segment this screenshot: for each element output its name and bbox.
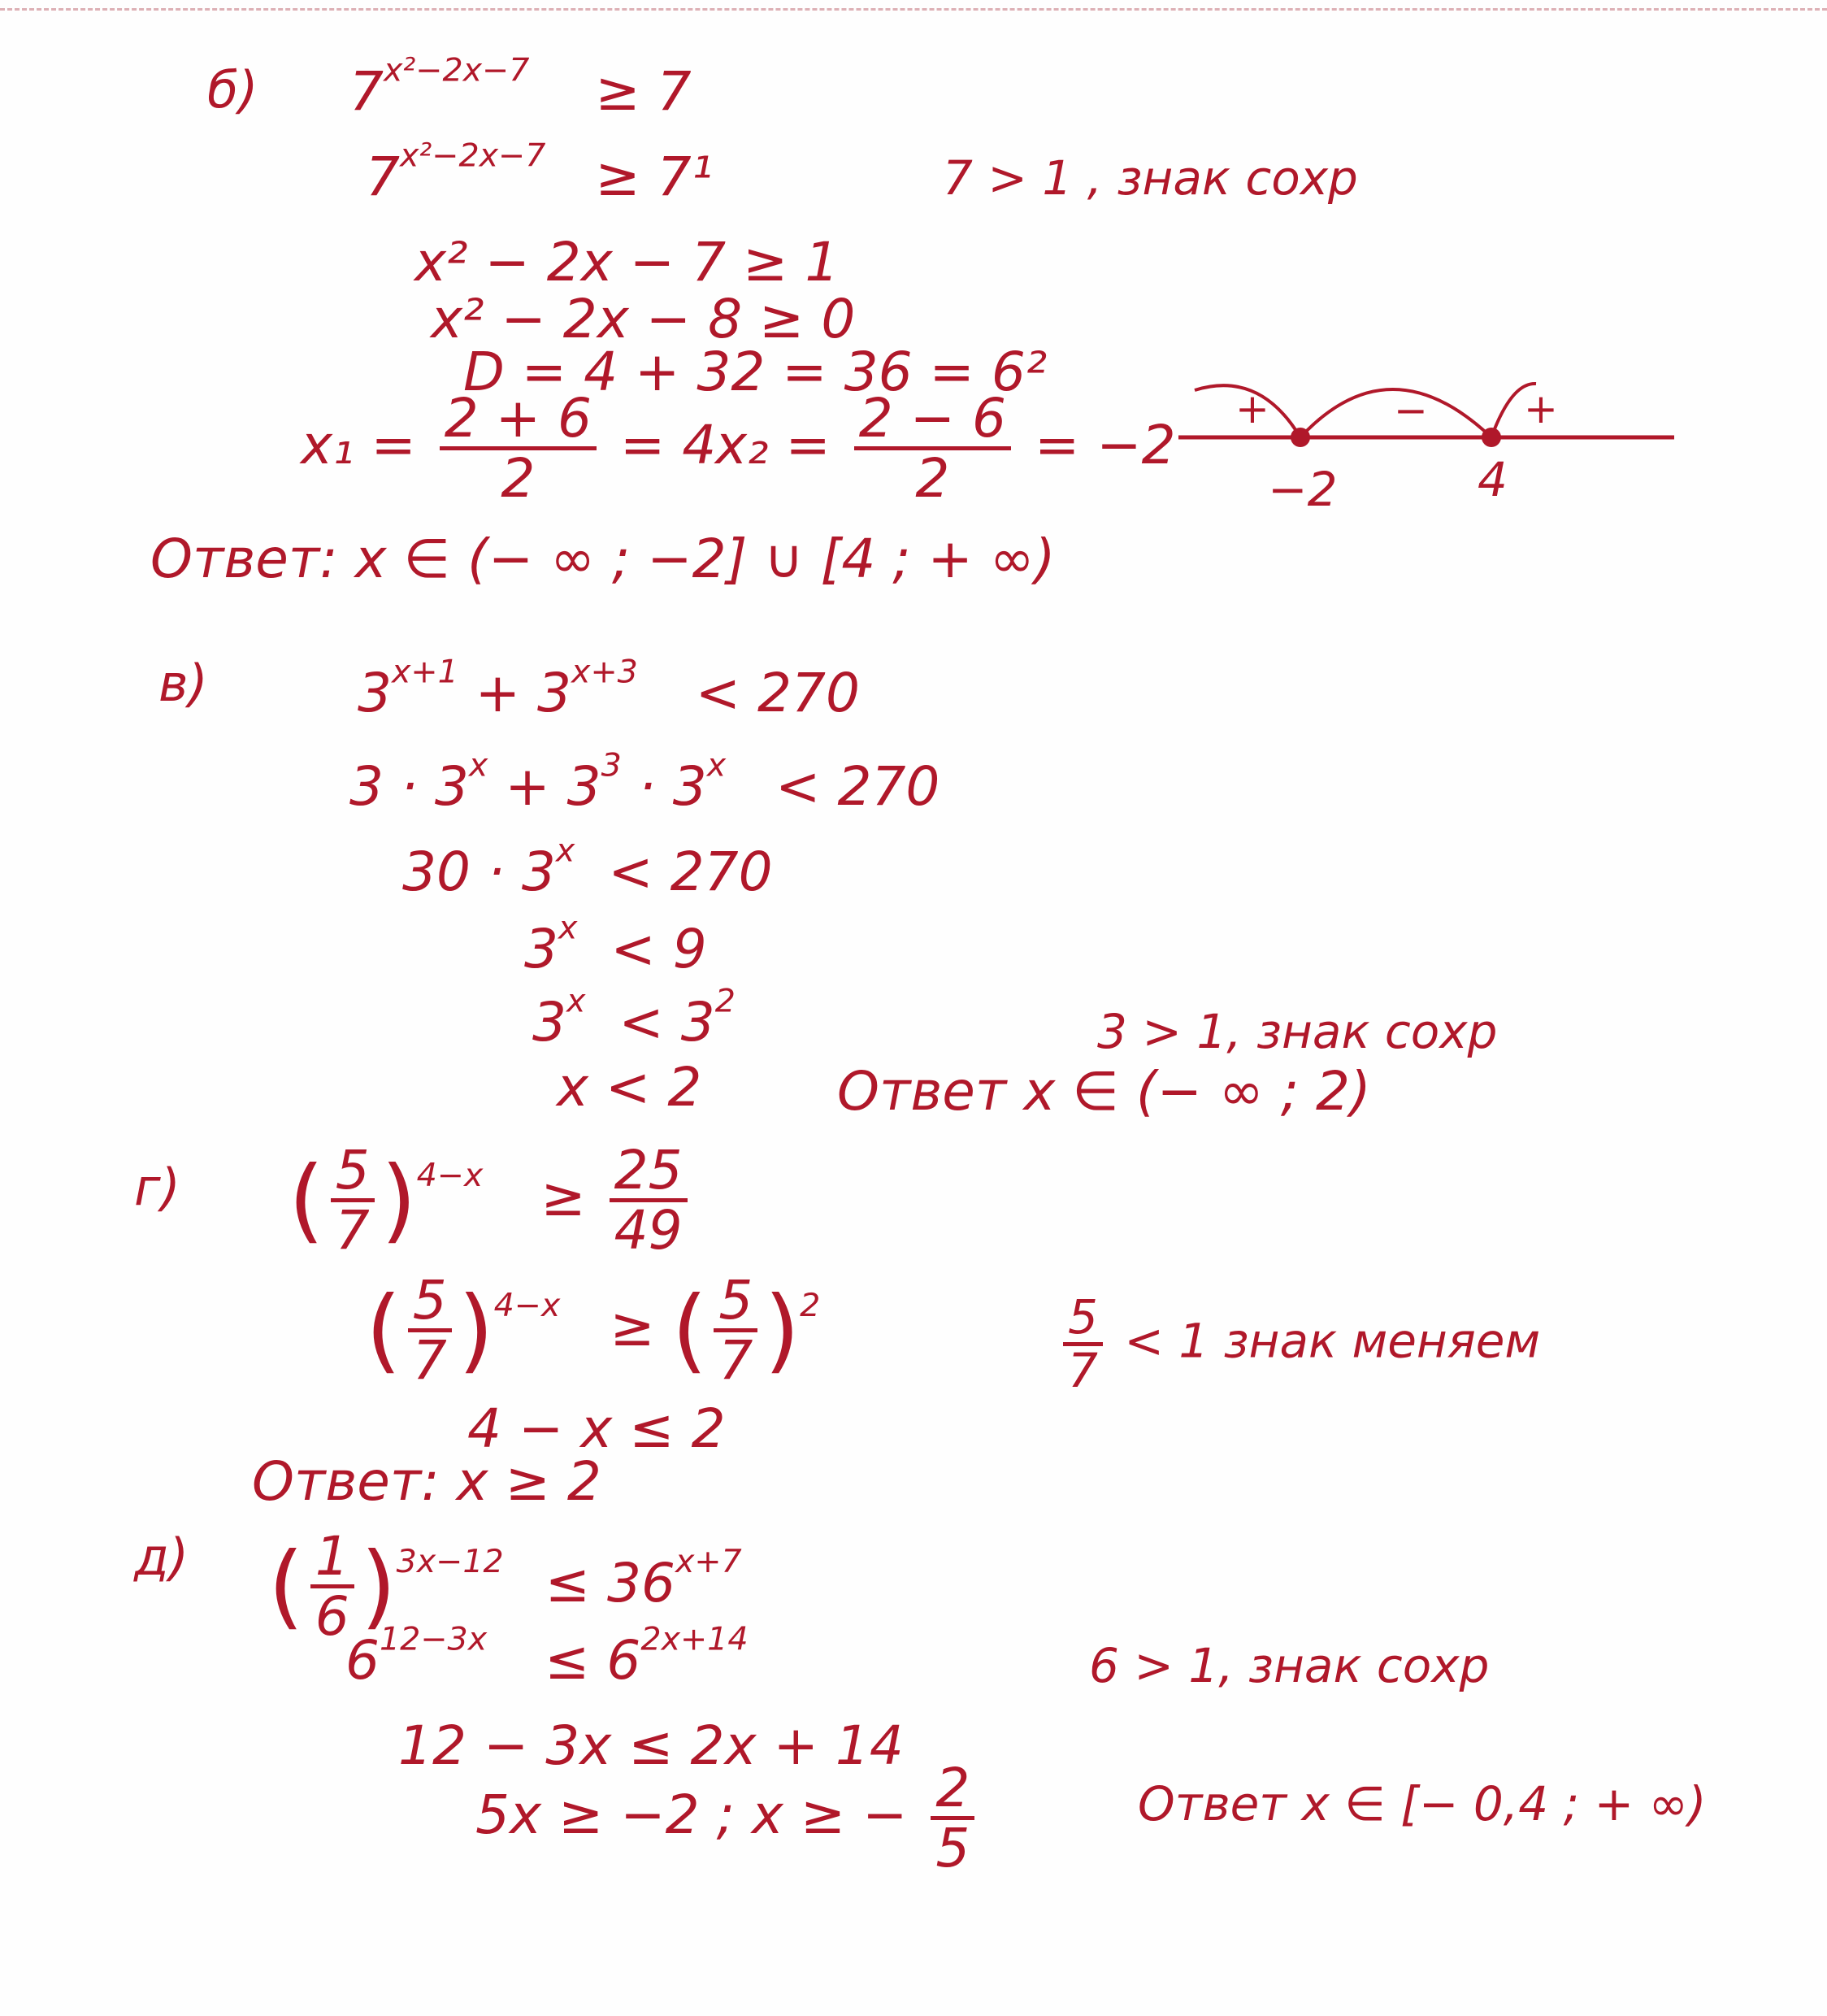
part-b-note: 7 > 1 , знак сохр	[943, 150, 1358, 206]
part-b-line-2: $7^{x^2-2x-7} \ge 7^1$	[366, 137, 714, 208]
part-d-result-fraction: $\frac{2}{5}$	[931, 1760, 974, 1877]
part-g-line-2: ( $\frac{5}{7}$ )$^{4-x}$ ≥ ( $\frac{5}{7}$ )$^2$	[366, 1269, 821, 1393]
part-g-label: г)	[134, 1158, 180, 1217]
sign-right: +	[1524, 385, 1558, 432]
point-4	[1482, 428, 1501, 447]
part-d-line-1: ( $\frac{1}{6}$ )$^{3x-12} \le 36^{x+7}$	[268, 1525, 742, 1649]
part-b-line-3: x² − 2x − 7 ≥ 1	[414, 231, 840, 293]
x2-fraction: $\frac{2 - 6}{2}$	[854, 390, 1011, 507]
point-minus-2	[1291, 428, 1310, 447]
part-g-note: $\frac{5}{7}$ < 1 знак меняем	[1057, 1293, 1540, 1396]
x1-fraction: $\frac{2 + 6}{2}$	[440, 390, 597, 507]
part-b-line-1: $7^{x^2-2x-7} \ge 7$	[349, 51, 692, 123]
part-v-line-5: $3^x < 3^2$	[532, 982, 736, 1054]
part-d-line-3: 12 − 3x ≤ 2x + 14	[398, 1714, 904, 1777]
part-d-answer: Ответ x ∈ [− 0,4 ; + ∞)	[1138, 1776, 1707, 1831]
part-b-line-4: x² − 2x − 8 ≥ 0	[431, 288, 856, 350]
part-b-discriminant: D = 4 + 32 = 36 = 6²	[463, 341, 1048, 403]
part-v-note: 3 > 1, знак сохр	[1097, 1004, 1498, 1059]
part-v-line-3: $30 \cdot 3^x < 270$	[402, 832, 773, 903]
part-d-line-2: $6^{12-3x} \le 6^{2x+14}$	[345, 1620, 749, 1692]
part-b-root-x1: x₁ = $\frac{2 + 6}{2}$ = 4	[301, 387, 717, 511]
part-g-l2-right-fraction: $\frac{5}{7}$	[714, 1272, 757, 1389]
part-b-label: б)	[207, 60, 258, 119]
label-minus-2: −2	[1268, 462, 1338, 517]
part-g-rhs-fraction: $\frac{25}{49}$	[610, 1142, 688, 1259]
part-g-l2-left-fraction: $\frac{5}{7}$	[408, 1272, 452, 1389]
part-d-label: д)	[134, 1527, 189, 1587]
part-g-note-fraction: $\frac{5}{7}$	[1063, 1293, 1103, 1396]
part-b-answer: Ответ: x ∈ (− ∞ ; −2] ∪ [4 ; + ∞)	[150, 528, 1056, 590]
part-d-note: 6 > 1, знак сохр	[1089, 1638, 1490, 1693]
part-b-root-x2: x₂ = $\frac{2 - 6}{2}$ = −2	[715, 387, 1176, 511]
part-g-answer: Ответ: x ≥ 2	[252, 1450, 601, 1513]
sign-left: +	[1235, 385, 1269, 432]
part-g-line-1: ( $\frac{5}{7}$ )$^{4-x}$ ≥ $\frac{25}{49}$	[289, 1142, 694, 1259]
page-top-edge	[0, 0, 1827, 11]
part-g-base-fraction: $\frac{5}{7}$	[331, 1142, 375, 1259]
part-v-line-2: $3 \cdot 3^x + 3^3 \cdot 3^x < 270$	[349, 746, 940, 818]
part-g-line-3: 4 − x ≤ 2	[467, 1397, 726, 1460]
part-v-answer: Ответ x ∈ (− ∞ ; 2)	[837, 1060, 1371, 1123]
sign-middle: −	[1394, 387, 1428, 434]
sign-chart-number-line	[1178, 366, 1682, 528]
part-v-line-4: 3$^x$ < 9	[524, 909, 707, 980]
part-v-line-1: $3^{x+1} + 3^{x+3} < 270$	[358, 653, 861, 724]
part-v-line-6: x < 2	[557, 1056, 702, 1119]
part-d-base-fraction: $\frac{1}{6}$	[310, 1528, 354, 1645]
part-v-label: в)	[158, 654, 208, 713]
part-d-line-4: 5x ≥ −2 ; x ≥ − $\frac{2}{5}$	[475, 1760, 981, 1877]
label-4: 4	[1478, 452, 1508, 507]
